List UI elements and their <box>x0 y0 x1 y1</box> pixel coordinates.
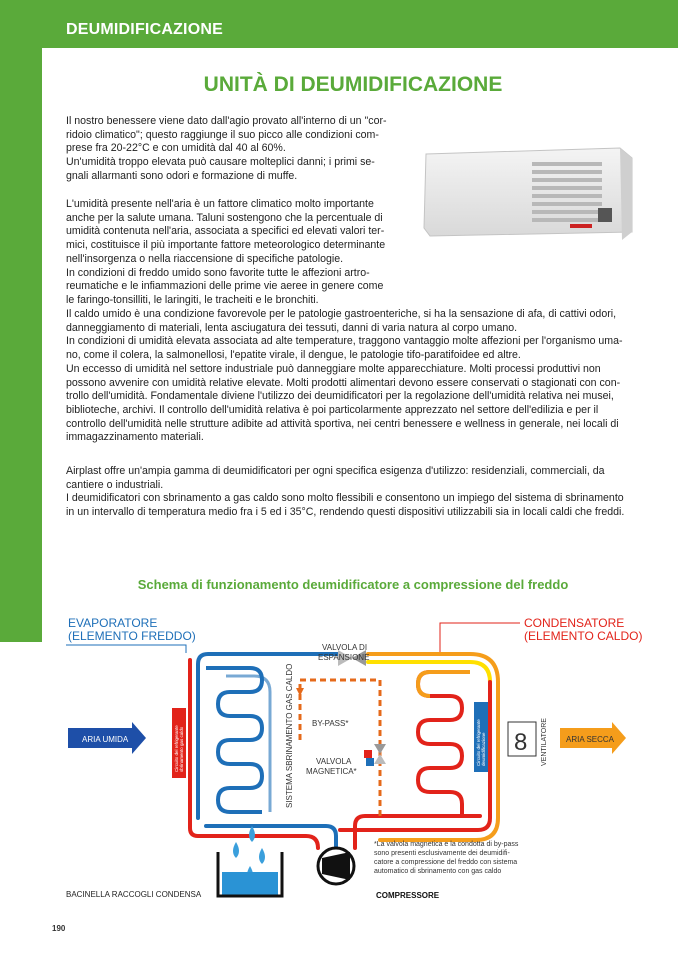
text-line: Airplast offre un'ampia gamma di deumidificatori per ogni specifica esigenza d'utilizzo: residenziali, commerciali, da <box>66 465 605 477</box>
condenser-label: CONDENSATORE <box>524 616 625 630</box>
text-line: reumatiche e le infiammazioni delle prime vie aeree in genere come <box>66 280 384 293</box>
magnetic-valve-label-1: VALVOLA <box>316 757 352 766</box>
text-line: ridoio climatico"; questo raggiunge il suo picco alle condizioni com- <box>66 128 379 141</box>
text-line: L'umidità presente nell'aria è un fattore climatico molto importante <box>66 198 374 210</box>
text-line: no, come il colera, la salmonellosi, l'epatite virale, il dengue, le patologie tifo-paratifoidee ed altre. <box>66 349 521 362</box>
note-line-3: catore a compressione del freddo con sistema <box>374 859 518 866</box>
text-line: umidità contenuta nell'aria, associata a specifici ed elevati valori ter- <box>66 225 385 238</box>
bypass-line <box>300 680 380 816</box>
text-line: gnali allarmanti sono odori e formazione di muffe. <box>66 169 298 182</box>
humid-air-label: ARIA UMIDA <box>82 735 129 744</box>
text-line: anche per la salute umana. Taluni sostengono che la percentuale di <box>66 211 383 224</box>
section-title: DEUMIDIFICAZIONE <box>66 21 223 38</box>
text-line: danneggiamento di materiali, lenta asciugatura dei tessuti, danni di varia natura al corpo umano. <box>66 321 518 334</box>
compressor-icon <box>318 848 354 884</box>
intro-paragraph <box>66 115 406 184</box>
dry-air-label: ARIA SECCA <box>566 735 615 744</box>
page-number: 190 <box>52 924 66 933</box>
condenser-leader-line <box>440 623 520 656</box>
airplast-paragraph <box>66 465 636 520</box>
text-line: I deumidificatori con sbrinamento a gas caldo sono molto flessibili e consentono un impiego del sistema di sbrinamento <box>66 492 624 505</box>
text-line: cantiere o industriali. <box>66 478 164 491</box>
text-line: Il caldo umido è una condizione favorevole per le patologie gastroenteriche, si ha la sensazione di afa, di cattivi odori, <box>66 308 617 320</box>
text-line: Un eccesso di umidità nel settore industriale può danneggiare molte apparecchiature. Molti processi produttivi non <box>66 362 601 375</box>
text-line: biblioteche, archivi. Il controllo dell'umidità relativa è poi particolarmente apprezzato nel settore dell'edilizia e per il <box>66 403 599 416</box>
condenser-return-line <box>340 682 490 830</box>
evaporator-coil <box>206 668 262 812</box>
evaporator-leader-line <box>66 645 186 653</box>
evaporator-sublabel: (ELEMENTO FREDDO) <box>68 629 196 643</box>
condenser-circuit-tag-line-2: deumidificazione <box>481 732 486 766</box>
note-line-4: automatico di sbrinamento con gas caldo <box>374 868 502 875</box>
bypass-label: BY-PASS* <box>312 719 349 728</box>
text-line: controllo dell'umidità nelle strutture adibite ad attività sportiva, nei centri benessere e wellness in generale, nei locali di <box>66 417 619 430</box>
text-line: in un intervallo di temperatura medio fra i 5 ed i 35°C, rendendo questi dispositivi utilizzabili sia in locali caldi che freddi. <box>66 506 625 519</box>
dehumidifier-schematic <box>0 600 678 910</box>
air-humidity-paragraph <box>66 198 406 308</box>
diagram-title: Schema di funzionamento deumidificatore a compressione del freddo <box>137 577 569 592</box>
text-line: In condizioni di freddo umido sono favorite tutte le affezioni artro- <box>66 266 370 279</box>
condenser-circuit-tag-line-1: Circuito del refrigerante <box>476 719 481 766</box>
text-line: Il nostro benessere viene dato dall'agio provato all'interno di un "cor- <box>66 115 387 127</box>
fan-symbol: 8 <box>514 729 528 756</box>
evaporator-label: EVAPORATORE <box>68 616 158 630</box>
text-line: possono avvenire con umidità relative elevate. Molti prodotti alimentari devono essere conservati o stagionati con con- <box>66 376 621 389</box>
text-line: Un'umidità troppo elevata può causare molteplici danni; i primi se- <box>66 156 375 169</box>
bypass-arrow-icon <box>296 688 304 696</box>
text-line: le faringo-tonsilliti, le laringiti, le tracheiti e le bronchiti. <box>66 293 319 306</box>
dehumidifier-product-image <box>420 144 638 244</box>
condenser-coil-inlet <box>418 672 470 696</box>
text-line: nell'insorgenza o nella riaccensione di specifiche patologie. <box>66 252 344 265</box>
evaporator-circuit-tag-line-1: Circuito del refrigerante <box>174 725 179 772</box>
hot-gas-system-label: SISTEMA SBRINAMENTO GAS CALDO <box>285 663 294 808</box>
condenser-sublabel: (ELEMENTO CALDO) <box>524 629 643 643</box>
evaporator-coil-back <box>226 676 270 812</box>
magnetic-valve-icon <box>364 744 386 766</box>
page-title: UNITÀ DI DEUMIDIFICAZIONE <box>203 73 503 96</box>
evaporator-circuit-tag-line-2: sbrinamento gas caldo <box>179 726 184 772</box>
note-line-2: sono presenti esclusivamente dei deumidifi- <box>374 850 510 857</box>
text-line: trollo dell'umidità. Fondamentale diviene l'utilizzo dei deumidificatori per la regolazione dell'umidità relativa nei musei, <box>66 390 614 403</box>
note-line-1: *La valvola magnetica e la condotta di by-pass <box>374 841 519 848</box>
health-industry-paragraph <box>66 308 636 445</box>
text-line: In condizioni di umidità elevata associata ad alte temperature, traggono vantaggio molte affezioni per l'organismo uma- <box>66 335 623 348</box>
expansion-valve-label-2: ESPANSIONE <box>318 653 370 662</box>
condensate-tray-label: BACINELLA RACCOGLI CONDENSA <box>66 890 202 899</box>
condensate-tray-icon <box>218 852 282 896</box>
compressor-label: COMPRESSORE <box>376 891 440 900</box>
text-line: prese fra 20-22°C e con umidità dal 40 al 60%. <box>66 142 286 155</box>
fan-label: VENTILATORE <box>541 718 548 766</box>
magnetic-valve-label-2: MAGNETICA* <box>306 767 357 776</box>
text-line: mici, costituisce il più importante fattore meteorologico determinante <box>66 239 386 252</box>
expansion-valve-label-1: VALVOLA DI <box>322 643 368 652</box>
text-line: immagazzinamento materiali. <box>66 431 204 444</box>
